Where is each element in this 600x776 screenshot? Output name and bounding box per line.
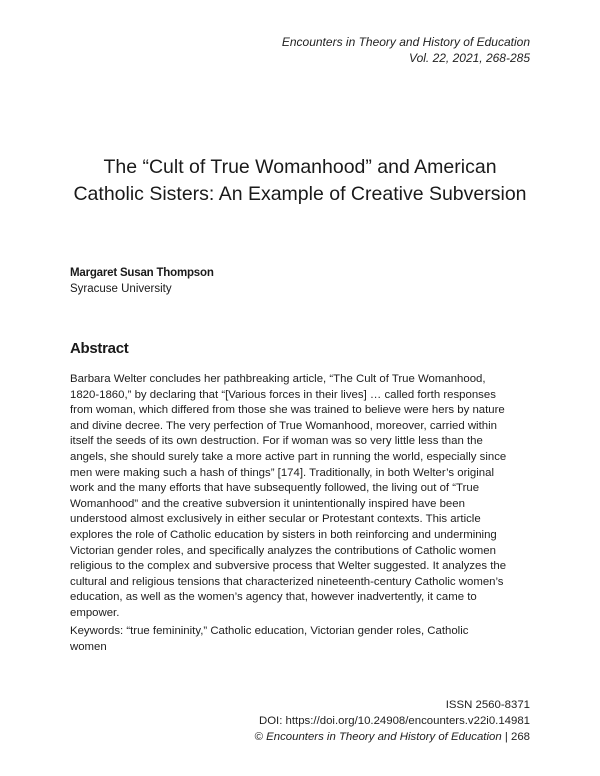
abstract-line: 1820-1860,” by declaring that “[Various forces in their lives] … called forth responses xyxy=(70,388,496,401)
keywords-line-1: Keywords: “true femininity,” Catholic education, Victorian gender roles, Catholic xyxy=(70,625,469,637)
abstract-line: education, as well as the women’s agency that, however inadvertently, it came to xyxy=(70,591,477,604)
abstract-line: cultural and religious tensions that characterized nineteenth-century Catholic women’s xyxy=(70,575,504,588)
copyright-line xyxy=(255,729,530,745)
abstract-line: and divine decree. The very perfection of True Womanhood, moreover, carried within xyxy=(70,419,497,432)
title-line-1: The “Cult of True Womanhood” and American xyxy=(103,156,497,178)
title-line-2: Catholic Sisters: An Example of Creative Subversion xyxy=(73,183,527,205)
abstract-line: work and the many efforts that have subsequently followed, the living out of “True xyxy=(70,482,480,495)
footer-journal: Encounters in Theory and History of Education xyxy=(266,731,502,743)
abstract-line: from woman, which differed from those she was trained to believe were hers by nature xyxy=(70,404,505,417)
abstract-body xyxy=(70,372,530,622)
abstract-line: Barbara Welter concludes her pathbreaking article, “The Cult of True Womanhood, xyxy=(70,373,486,385)
abstract-line: angels, she should surely take a more active part in running the world, especially since xyxy=(70,450,507,463)
abstract-line: religious to the complex and subversive process that Welter suggested. It analyzes the xyxy=(70,560,507,573)
abstract-line: itself the seeds of its own destruction. For if woman was so very little less than the xyxy=(70,435,483,448)
journal-name: Encounters in Theory and History of Education xyxy=(281,35,530,49)
abstract-line: Womanhood” and the creative subversion it unintentionally inspired have been xyxy=(70,497,465,510)
abstract-line: empower. xyxy=(70,606,120,619)
author-name: Margaret Susan Thompson xyxy=(70,267,214,279)
issn: ISSN 2560-8371 xyxy=(445,699,530,711)
abstract-line: understood almost exclusively in either secular or Protestant contexts. This article xyxy=(70,513,481,526)
author-block xyxy=(70,265,214,297)
abstract-line: Victorian gender roles, and specifically analyzes the contributions of Catholic women xyxy=(70,544,496,557)
article-title xyxy=(50,154,550,208)
keywords-line-2: women xyxy=(70,640,107,653)
journal-header xyxy=(282,34,530,66)
copyright-symbol: © xyxy=(254,731,263,743)
doi-link[interactable]: DOI: https://doi.org/10.24908/encounters.v22i0.14981 xyxy=(258,715,530,727)
page-number: | 268 xyxy=(504,731,530,743)
abstract-line: explores the role of Catholic education by sisters in both reinforcing and undermining xyxy=(70,528,497,541)
abstract-heading: Abstract xyxy=(70,340,129,357)
author-affiliation: Syracuse University xyxy=(70,283,172,295)
footer xyxy=(255,697,530,745)
keywords xyxy=(70,624,530,655)
journal-volume: Vol. 22, 2021, 268-285 xyxy=(409,51,530,65)
abstract-line: men were making such a hash of things” [174]. Traditionally, in both Welter’s original xyxy=(70,466,494,479)
